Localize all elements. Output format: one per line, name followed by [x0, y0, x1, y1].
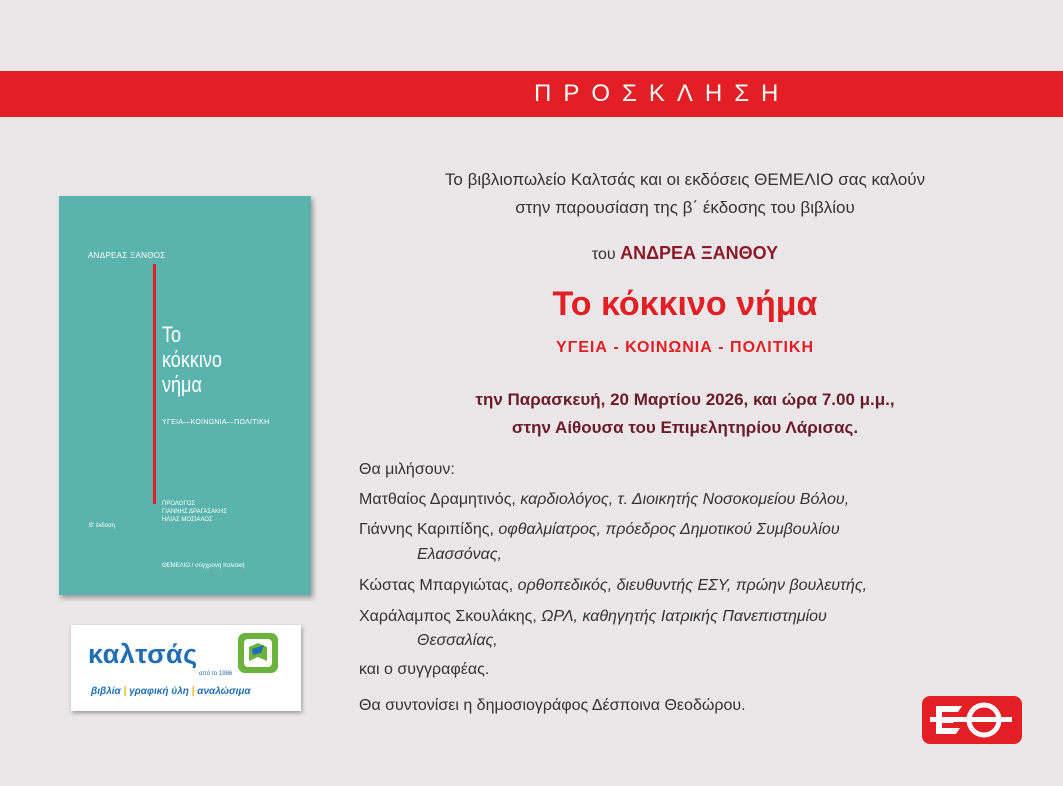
invitation-line-1: Το βιβλιοπωλείο Καλτσάς και οι εκδόσεις ΘΕΜΕΛΙΟ σας καλούν [444, 170, 926, 189]
book-title: Το κόκκινο νήμα [552, 285, 818, 323]
moderator-name: Δέσποινα Θεοδώρου. [591, 697, 746, 714]
speaker-role: οφθαλμίατρος, πρόεδρος Δημοτικού Συμβουλίου [498, 521, 840, 538]
speaker-role: καρδιολόγος, τ. Διοικητής Νοσοκομείου Βόλου, [520, 491, 850, 508]
book-cover [59, 196, 311, 595]
book-cover-prologue-label: ΠΡΟΛΟΓΟΣ [162, 501, 196, 507]
invitation-line-2: στην παρουσίαση της β΄ έκδοσης του βιβλίου [515, 198, 855, 217]
speaker-item: Γιάννης Καριπίδης, οφθαλμίατρος, πρόεδρος Δημοτικού Συμβουλίου [359, 521, 840, 538]
book-cover-edition: Β' έκδοση [89, 523, 116, 529]
bookstore-logo [71, 625, 301, 711]
book-cover-prologue-name: ΗΛΙΑΣ ΜΟΣΙΑΛΟΣ [162, 517, 213, 523]
book-cover-title-line: νήμα [162, 372, 202, 397]
book-cover-author: ΑΝΔΡΕΑΣ ΞΑΝΘΟΣ [88, 251, 166, 260]
author-line [360, 243, 1010, 264]
book-cover-title [162, 322, 277, 397]
tagline-separator: | [123, 686, 127, 697]
speaker-name: Γιάννης Καριπίδης [359, 521, 490, 538]
tagline-item: γραφική ύλη [129, 686, 189, 697]
speaker-item: Χαράλαμπος Σκουλάκης, ΩΡΛ, καθηγητής Ιατρικής Πανεπιστημίου [359, 608, 827, 625]
banner [0, 71, 1063, 117]
book-cover-red-line [153, 264, 156, 504]
speakers-closing: και ο συγγραφέας. [359, 661, 490, 678]
book-cover-subtitle: ΥΓΕΙΑ—ΚΟΙΝΩΝΙΑ—ΠΟΛΙΤΙΚΗ [162, 419, 270, 426]
bookstore-logo-name: καλτσάς [88, 639, 198, 669]
speaker-role: ΩΡΛ, καθηγητής Ιατρικής Πανεπιστημίου [541, 608, 827, 625]
book-leaf-icon [238, 633, 278, 673]
author-name: ΑΝΔΡΕΑ ΞΑΝΘΟΥ [620, 243, 779, 263]
bookstore-logo-since: από το 1986 [199, 671, 233, 677]
banner-title: ΠΡΟΣΚΛΗΣΗ [534, 80, 791, 107]
speaker-item: Ματθαίος Δραμητινός, καρδιολόγος, τ. Διοικητής Νοσοκομείου Βόλου, [359, 491, 850, 508]
speaker-name: Ματθαίος Δραμητινός [359, 491, 512, 508]
speakers-heading: Θα μιλήσουν: [359, 461, 455, 478]
book-cover-title-line: κόκκινο [162, 347, 222, 372]
speaker-name: Κώστας Μπαργιώτας [359, 577, 509, 594]
event-date: την Παρασκευή, 20 Μαρτίου 2026, και ώρα 7.00 μ.μ., [475, 390, 895, 409]
book-cover-publisher: ΘΕΜΕΛΙΟ / σύγχρονη πολιτική [162, 563, 245, 569]
author-prefix: του [591, 246, 616, 263]
tagline-item: βιβλία [91, 686, 121, 697]
speaker-name: Χαράλαμπος Σκουλάκης [359, 608, 533, 625]
moderator-prefix: Θα συντονίσει η δημοσιογράφος [359, 697, 589, 714]
book-cover-title-line: Το [162, 322, 182, 347]
speaker-item: Κώστας Μπαργιώτας, ορθοπεδικός, διευθυντής ΕΣΥ, πρώην βουλευτής, [359, 577, 868, 594]
speaker-role-continuation: Ελασσόνας, [417, 546, 502, 563]
event-place: στην Αίθουσα του Επιμελητηρίου Λάρισας. [511, 418, 859, 437]
tagline-item: αναλώσιμα [197, 686, 251, 697]
moderator-line [359, 694, 746, 718]
book-cover-prologue-name: ΓΙΑΝΝΗΣ ΔΡΑΓΑΣΑΚΗΣ [162, 509, 228, 515]
book-subtitle: ΥΓΕΙΑ - ΚΟΙΝΩΝΙΑ - ΠΟΛΙΤΙΚΗ [555, 339, 815, 356]
book-cover-prologue [162, 500, 227, 524]
tagline-separator: | [191, 686, 195, 697]
speaker-role-continuation: Θεσσαλίας, [417, 632, 498, 649]
bookstore-logo-tagline [91, 686, 251, 697]
themelio-logo-icon [922, 696, 1022, 744]
speaker-role: ορθοπεδικός, διευθυντής ΕΣΥ, πρώην βουλευτής, [517, 577, 868, 594]
